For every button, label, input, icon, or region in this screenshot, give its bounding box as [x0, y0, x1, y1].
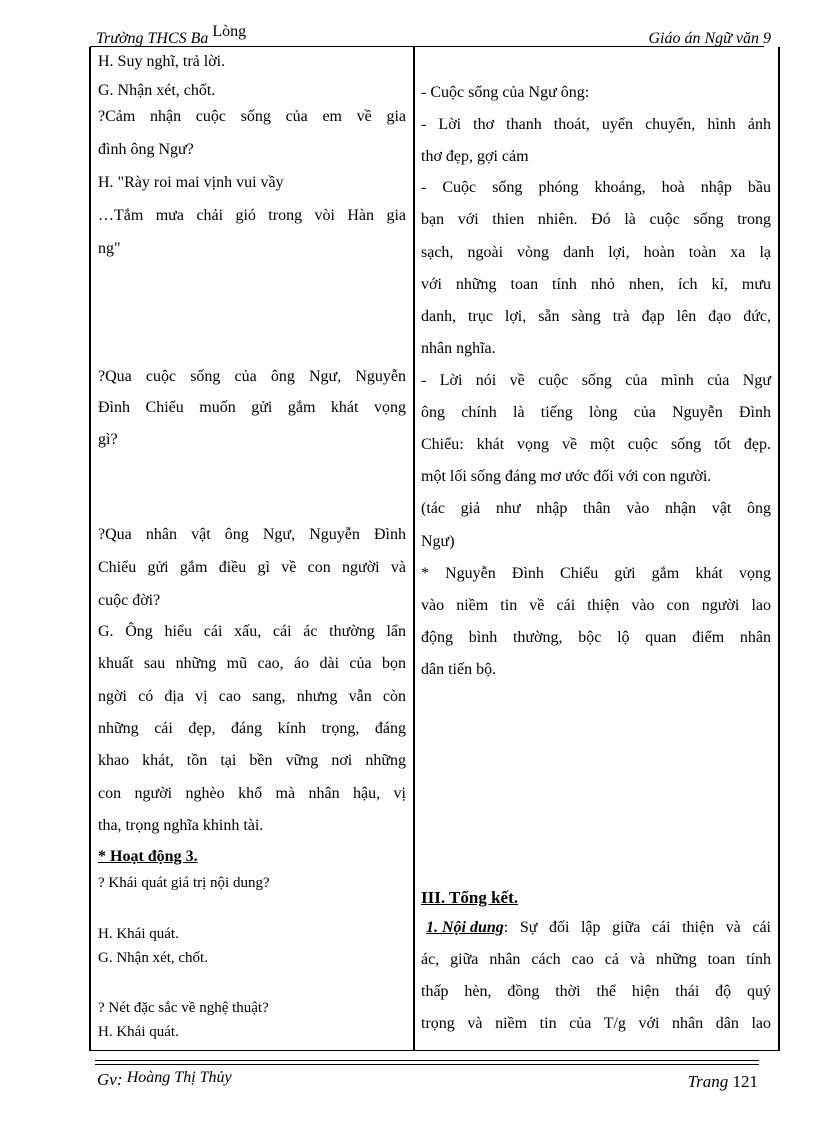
activity-3-heading: * Hoạt động 3. [98, 848, 198, 865]
left-line: ngời có địa vị cao sang, nhưng vẫn còn [98, 688, 406, 705]
left-line: G. Ông hiểu cái xấu, cái ác thường lẩn [98, 623, 406, 640]
right-line: - Lời nói về cuộc sống của mình của Ngư [421, 372, 771, 389]
right-line: danh, trục lợi, sẵn sàng trà đạp lên đạo đức, [421, 308, 771, 325]
left-line: những cái đẹp, đáng kính trọng, đáng [98, 720, 406, 737]
table-border-left [89, 47, 91, 1051]
right-line: nhân nghĩa. [421, 340, 496, 357]
left-line: ? Nét đặc sắc về nghệ thuật? [98, 1000, 269, 1016]
right-line: vào niềm tin về cái thiện vào con người lao [421, 597, 771, 614]
content-paragraph-first-line [421, 919, 771, 937]
left-line: Đình Chiểu muốn gửi gắm khát vọng [98, 399, 406, 416]
right-line: một lối sống đáng mơ ước đối với con người. [421, 468, 712, 485]
left-line: đình ông Ngư? [98, 141, 194, 158]
right-line: sạch, ngoài vòng danh lợi, hoàn toàn xa lạ [421, 244, 771, 261]
header-rule [90, 46, 764, 47]
left-line: cuộc đời? [98, 592, 161, 609]
content-text: : Sự đối lập giữa cái thiện và cái [503, 919, 771, 936]
left-line: con người nghèo khổ mà nhân hậu, vị [98, 785, 406, 802]
right-line: bạn với thien nhiên. Đó là cuộc sống trong [421, 211, 771, 228]
left-line: G. Nhận xét, chốt. [98, 950, 208, 966]
footer-teacher [97, 1070, 232, 1090]
right-line: trọng và niềm tin của T/g với nhân dân lao [421, 1015, 771, 1032]
table-border-middle [413, 47, 415, 1051]
left-line: tha, trọng nghĩa khinh tài. [98, 817, 264, 834]
right-line: dân tiến bộ. [421, 661, 497, 678]
table-bottom-rule [89, 1050, 779, 1051]
right-line: ông chính là tiếng lòng của Nguyễn Đình [421, 404, 771, 421]
left-line: H. Suy nghĩ, trả lời. [98, 53, 226, 70]
left-line: ng" [98, 240, 121, 257]
left-line: H. Khái quát. [98, 926, 179, 942]
left-line: H. Khái quát. [98, 1024, 179, 1040]
left-line: khuất sau những mũ cao, áo dài của bọn [98, 655, 406, 672]
header-school-suffix: Lòng [212, 23, 247, 40]
left-line: G. Nhận xét, chốt. [98, 82, 216, 99]
footer-double-rule [95, 1060, 759, 1065]
left-line: …Tắm mưa chải gió trong vòi Hàn gia [98, 207, 406, 224]
right-line: thấp hèn, đồng thời thể hiện thái độ quý [421, 983, 771, 1000]
right-line: - Cuộc sống của Ngư ông: [421, 84, 590, 101]
left-line: ?Qua nhân vật ông Ngư, Nguyễn Đình [98, 526, 406, 543]
right-line: Chiểu: khát vọng về một cuộc sống tốt đẹp. [421, 436, 771, 453]
right-line: - Cuộc sống phóng khoáng, hoà nhập bầu [421, 179, 771, 196]
footer-teacher-name: Hoàng Thị Thủy [126, 1069, 232, 1086]
right-line: (tác giả như nhập thân vào nhận vật ông [421, 500, 771, 517]
left-line: ?Cảm nhận cuộc sống của em về gia [98, 108, 406, 125]
left-line: Chiểu gửi gắm điều gì về con người và [98, 559, 406, 576]
left-line: ?Qua cuộc sống của ông Ngư, Nguyễn [98, 368, 406, 385]
right-line: - Lời thơ thanh thoát, uyển chuyển, hình ảnh [421, 116, 771, 133]
header-school-prefix: Trường THCS Ba [96, 30, 209, 47]
table-border-right [778, 47, 780, 1051]
right-line: ác, giữa nhân cách cao cả và những toan tính [421, 951, 771, 968]
footer-page [688, 1072, 758, 1092]
right-line: với những toan tính nhỏ nhen, ích kỉ, mưu [421, 276, 771, 293]
left-line: khao khát, tồn tại bền vững nơi những [98, 752, 406, 769]
footer-page-label: Trang [687, 1072, 729, 1091]
right-line: thơ đẹp, gợi cảm [421, 148, 529, 165]
footer-teacher-prefix: Gv: [97, 1070, 123, 1089]
right-line: * Nguyễn Đình Chiểu gửi gắm khát vọng [421, 565, 771, 582]
right-line: Ngư) [421, 533, 455, 550]
left-line: H. "Rày roi mai vịnh vui vầy [98, 174, 284, 191]
right-line: động bình thường, bộc lộ quan điểm nhân [421, 629, 771, 646]
left-line: ? Khái quát giá trị nội dung? [98, 875, 270, 891]
footer-page-number: 121 [732, 1072, 758, 1091]
summary-heading: III. Tổng kết. [421, 888, 518, 907]
content-label: 1. Nội dung [426, 919, 504, 936]
left-line: gì? [98, 431, 118, 448]
header-lesson-plan: Giáo án Ngữ văn 9 [648, 30, 771, 47]
